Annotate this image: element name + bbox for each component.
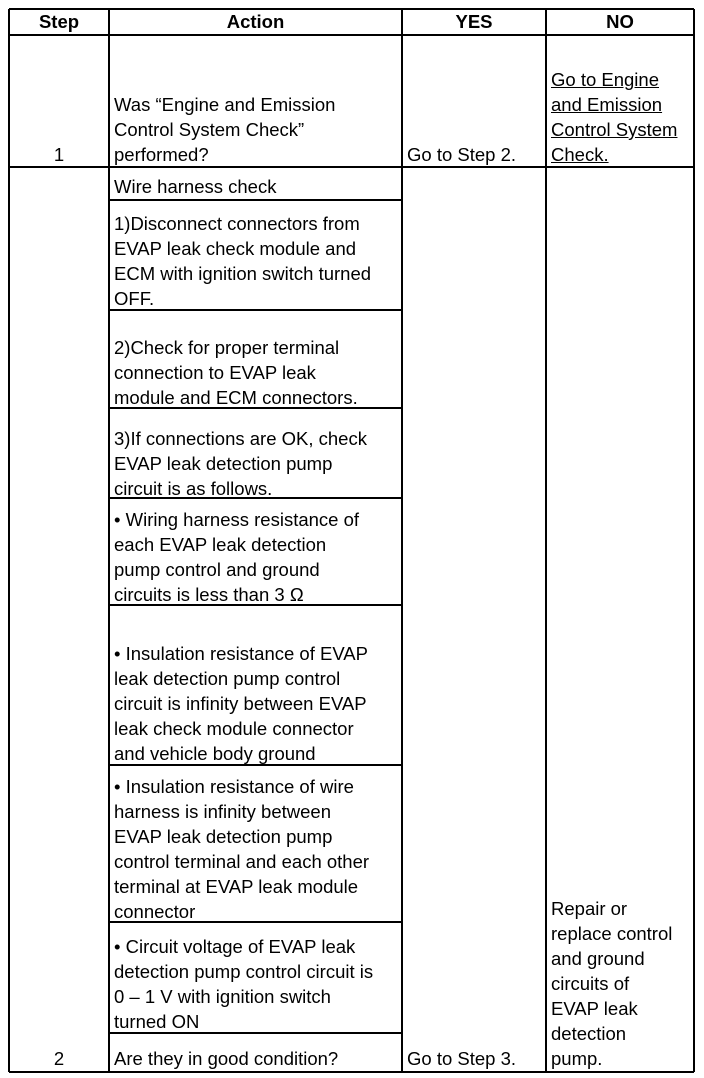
row2-no-line: circuits of: [551, 973, 630, 994]
row1-step-number: 1: [53, 144, 65, 165]
row2-no-line: detection: [551, 1023, 627, 1044]
row2-yes-text: Go to Step 3.: [407, 1048, 517, 1069]
row2-no-line: EVAP leak: [551, 998, 638, 1019]
substep-3-line: 3)If connections are OK, check: [114, 428, 367, 449]
substep-7-line: • Circuit voltage of EVAP leak: [114, 936, 356, 957]
header-no: NO: [606, 11, 634, 32]
substep-4-line: pump control and ground: [114, 559, 320, 580]
substep-2-line: module and ECM connectors.: [114, 387, 358, 408]
substep-6-line: connector: [114, 901, 196, 922]
substep-5-line: leak detection pump control: [114, 668, 341, 689]
row2-no-line: Repair or: [551, 898, 628, 919]
row2-no-line: pump.: [551, 1048, 603, 1069]
row2-no-line: and ground: [551, 948, 645, 969]
substep-6-line: EVAP leak detection pump: [114, 826, 333, 847]
substep-7-line: 0 – 1 V with ignition switch: [114, 986, 331, 1007]
substep-1-line: EVAP leak check module and: [114, 238, 357, 259]
substep-6-line: harness is infinity between: [114, 801, 331, 822]
row2-title: Wire harness check: [114, 176, 277, 197]
substep-3-line: EVAP leak detection pump: [114, 453, 333, 474]
substep-5-line: leak check module connector: [114, 718, 354, 739]
row1-action-line: performed?: [114, 144, 209, 165]
substep-7-line: detection pump control circuit is: [114, 961, 374, 982]
substep-3-line: circuit is as follows.: [114, 478, 273, 499]
row1-action-line: Control System Check”: [114, 119, 305, 140]
substep-1-line: ECM with ignition switch turned: [114, 263, 372, 284]
substep-4-line: each EVAP leak detection: [114, 534, 327, 555]
substep-5-line: and vehicle body ground: [114, 743, 316, 764]
header-yes: YES: [455, 11, 493, 32]
substep-4-line: • Wiring harness resistance of: [114, 509, 360, 530]
substep-6-line: • Insulation resistance of wire: [114, 776, 354, 797]
substep-1-line: 1)Disconnect connectors from: [114, 213, 360, 234]
substep-5-line: circuit is infinity between EVAP: [114, 693, 367, 714]
substep-6-line: control terminal and each other: [114, 851, 370, 872]
substep-5-line: • Insulation resistance of EVAP: [114, 643, 368, 664]
substep-4-line: circuits is less than 3 Ω: [114, 584, 304, 605]
substep-7-line: turned ON: [114, 1011, 200, 1032]
row1-no-link-line[interactable]: and Emission: [551, 94, 663, 115]
row1-no-link-line[interactable]: Check.: [551, 144, 609, 165]
header-step: Step: [38, 11, 80, 32]
row1-no-link-line[interactable]: Go to Engine: [551, 69, 659, 90]
substep-6-line: terminal at EVAP leak module: [114, 876, 359, 897]
row2-step-number: 2: [53, 1048, 65, 1069]
row1-action-line: Was “Engine and Emission: [114, 94, 336, 115]
row2-question: Are they in good condition?: [114, 1048, 339, 1069]
row1-yes-text: Go to Step 2.: [407, 144, 517, 165]
substep-2-line: connection to EVAP leak: [114, 362, 316, 383]
substep-1-line: OFF.: [114, 288, 155, 309]
substep-2-line: 2)Check for proper terminal: [114, 337, 340, 358]
header-action: Action: [226, 11, 285, 32]
row1-no-link-line[interactable]: Control System: [551, 119, 678, 140]
row2-no-line: replace control: [551, 923, 673, 944]
